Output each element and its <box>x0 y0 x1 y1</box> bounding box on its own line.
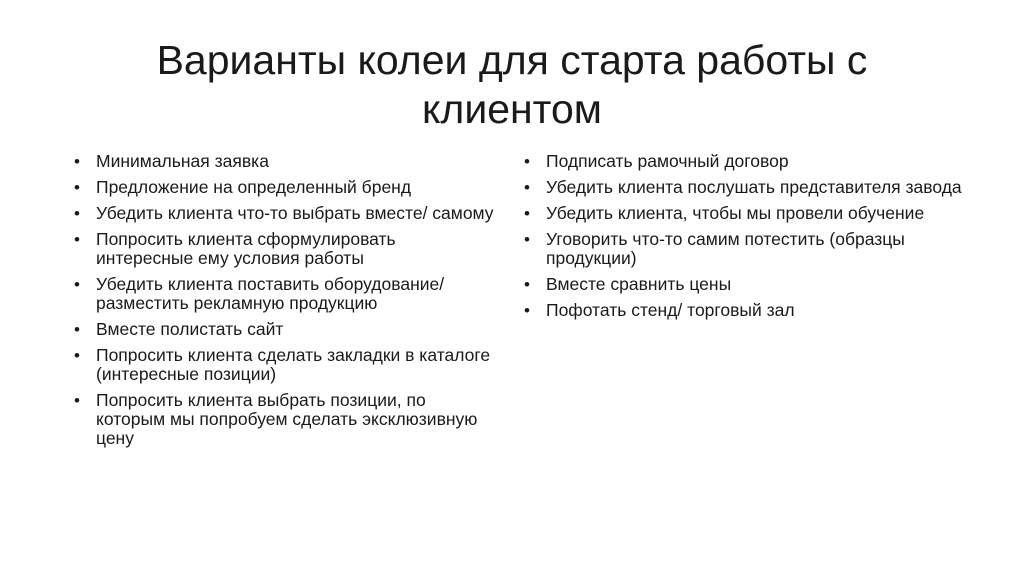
bullet-icon: • <box>74 152 80 171</box>
list-item <box>74 275 494 313</box>
list-item <box>74 346 494 384</box>
list-item <box>74 230 494 268</box>
bullet-icon: • <box>74 346 80 365</box>
list-item-text: Попросить клиента сделать закладки в каталоге (интересные позиции) <box>96 345 491 384</box>
right-bullet-list <box>524 152 964 327</box>
list-item-text: Вместе полистать сайт <box>96 319 284 339</box>
list-item <box>524 152 964 171</box>
list-item-text: Попросить клиента выбрать позиции, по которым мы попробуем сделать эксклюзивную цену <box>96 390 478 448</box>
list-item-text: Убедить клиента что-то выбрать вместе/ самому <box>96 203 494 223</box>
list-item-text: Минимальная заявка <box>96 151 269 171</box>
list-item <box>524 178 964 197</box>
list-item-text: Подписать рамочный договор <box>546 151 789 171</box>
bullet-icon: • <box>74 275 80 294</box>
bullet-icon: • <box>524 204 530 223</box>
list-item <box>74 320 494 339</box>
list-item-text: Убедить клиента, чтобы мы провели обучение <box>546 203 925 223</box>
bullet-icon: • <box>524 301 530 320</box>
bullet-icon: • <box>524 230 530 249</box>
bullet-icon: • <box>524 178 530 197</box>
list-item <box>74 204 494 223</box>
bullet-icon: • <box>524 152 530 171</box>
list-item-text: Убедить клиента поставить оборудование/ разместить рекламную продукцию <box>96 274 445 313</box>
list-item <box>524 204 964 223</box>
list-item <box>74 178 494 197</box>
list-item-text: Вместе сравнить цены <box>546 274 732 294</box>
bullet-icon: • <box>74 204 80 223</box>
list-item-text: Уговорить что-то самим потестить (образцы продукции) <box>546 229 905 268</box>
list-item <box>74 391 494 448</box>
bullet-icon: • <box>74 391 80 410</box>
bullet-icon: • <box>74 230 80 249</box>
bullet-icon: • <box>524 275 530 294</box>
list-item <box>74 152 494 171</box>
left-bullet-list <box>74 152 494 455</box>
bullet-icon: • <box>74 178 80 197</box>
list-item-text: Убедить клиента послушать представителя завода <box>546 177 962 197</box>
list-item-text: Попросить клиента сформулировать интересные ему условия работы <box>96 229 396 268</box>
list-item <box>524 301 964 320</box>
bullet-icon: • <box>74 320 80 339</box>
list-item <box>524 230 964 268</box>
list-item <box>524 275 964 294</box>
list-item-text: Пофотать стенд/ торговый зал <box>546 300 795 320</box>
list-item-text: Предложение на определенный бренд <box>96 177 412 197</box>
slide-title: Варианты колеи для старта работы с клиентом <box>156 37 868 132</box>
